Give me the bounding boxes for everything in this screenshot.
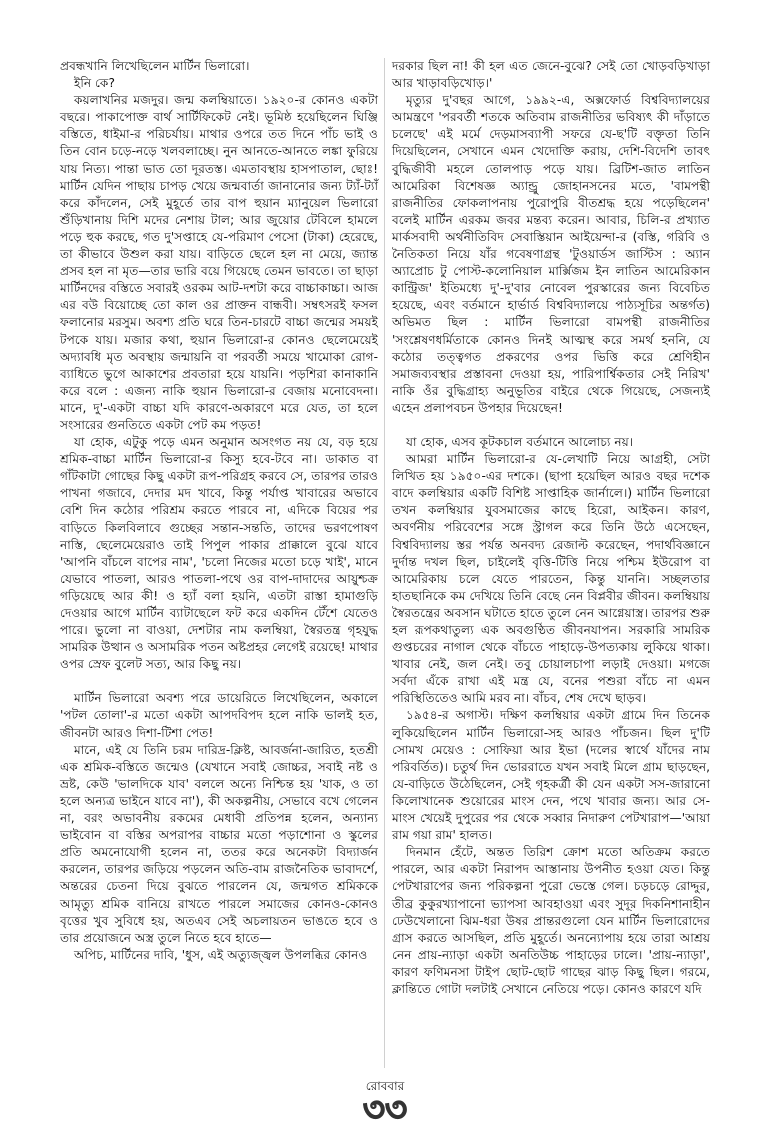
paragraph: দিনমান হেঁটে, অন্তত তিরিশ ক্রোশ মতো অতিক্রম করতে পারলে, আর একটা নিরাপদ আস্তানায় উপনীত হওয়া যেত। কিন্তু পেটখারাপের জন্য পরিকল্পনা পুরো ভেস্তে গেল। চড়চড়ে রোদ্দুর, তীব্র কুকুরখ্যাপানো ভ্যাপসা আবহাওয়া এবং সুদূর দিকনিশানাহীন ঢেউখেলানো ঝিম-ধরা উষর প্রান্তরগুলো যেন মার্টিন ভিলারোদের গ্রাস করতে আসছিল, প্রতি মুহূর্তে। অনন্যোপায় হয়ে তারা আশ্রয় নেন প্রায়-ন্যাড়া একটা অনতিউচ্চ পাহাড়ের ঢালে। 'প্রায়-ন্যাড়া', কারণ ফণিমনসা টাইপ ছোট-ছোট গাছের ঝাড় কিছু ছিল। গরমে, ক্লান্তিতে গোটা দলটাই সেখানে নেতিয়ে পড়ে। কোনও কারণে যদি [392,845,710,996]
paragraph: অপিচ, মার্টিনের দাবি, 'ধুস, এই অত্যুজ্জ্বল উপলব্ধির কোনও [74,947,368,962]
paragraph: মার্টিন ভিলারো অবশ্য পরে ডায়েরিতে লিখেছিলেন, অকালে 'পটল তোলা'-র মতো একটা আপদবিপদ হলে নাকি ভালই হত, জীবনটা আরও দিশা-টিশা পেত! [60,691,378,740]
paragraph: আমরা মার্টিন ভিলারো-র যে-লেখাটি নিয়ে আগ্রহী, সেটা লিখিত হয় ১৯৫০-এর দশকে। (ছাপা হয়েছিল আরও বছর দশেক বাদে কলম্বিয়ার একটি বিশিষ্ট সাপ্তাহিক জার্নালে।) মার্টিন ভিলারো তখন কলম্বিয়ার যুবসমাজের কাছে হিরো, আইকন। কারণ, অবর্ণনীয় পরিবেশের সঙ্গে স্ট্রাগল করে তিনি উঠে এসেছেন, বিশ্ববিদ্যালয় স্তর পর্যন্ত অনবদ্য রেজাল্ট করেছেন, পদার্থবিজ্ঞানে দুর্দান্ত দখল ছিল, চাইলেই বৃত্তি-টিত্তি নিয়ে পশ্চিম ইউরোপ বা আমেরিকায় চলে যেতে পারতেন, কিন্তু যাননি। সচ্ছলতার হাতছানিকে কম দেখিয়ে তিনি বেছে নেন বিপ্লবীর জীবন। কলম্বিয়ায় স্বৈরতন্ত্রের অবসান ঘটাতে হাতে তুলে নেন আগ্নেয়াস্ত্র। তারপর শুরু হল রূপকথাতুল্য এক অবগুণ্ঠিত জীবনযাপন। সরকারি সামরিক গুপ্তচরের নাগাল থেকে বাঁচতে পাহাড়ে-উপত্যকায় লুকিয়ে থাকা। খাবার নেই, জল নেই। তবু চোয়ালচাপা লড়াই দেওয়া। মগজে সর্বদা এঁকে রাখা এই মন্ত্র যে, বনের পশুরা বাঁচে না এমন পরিস্থিতিতেও আমি মরব না। বাঁচব, শেষ দেখে ছাড়ব। [392,452,710,706]
magazine-name: রোববার [365,1079,405,1093]
paragraph: যা হোক, এটুকু পড়ে এমন অনুমান অসংগত নয় যে, বড় হয়ে শ্রমিক-বাচ্চা মার্টিন ভিলারো-র কিস্যু হবে-টবে না। ডাকাত বা গাঁটকাটা গোছের কিছু একটা রূপ-পরিগ্রহ করবে সে, তারপর তারও পাখনা গজাবে, দেদার মদ খাবে, কিন্তু পর্যাপ্ত খাবারের অভাবে বেশি দিন কঠোর পরিশ্রম করতে পারবে না, এদিকে বিয়ের পর বাড়িতে কিলবিলাবে গুচ্ছের সন্তান-সন্ততি, তাদের ভরণপোষণ নাস্তি, ছেলেমেয়েরাও তাই পিপুল পাকার প্রাক্কালে বুঝে যাবে 'আপনি বাঁচলে বাপের নাম', 'চলো নিজের মতো চড়ে খাই', মানে যেভাবে পাতলা, আরও পাতলা-পথে ওর বাপ-দাদাদের আয়ুশ্চক্র গড়িয়েছে আর কী! ও হ্যাঁ বলা হয়নি, এতটা রাস্তা হামাগুড়ি দেওয়ার আগে মার্টিন ব্যাটাছেলে ফট করে একদিন টেঁশে যেতেও পারে। ভুলো না বাওয়া, দেশটার নাম কলম্বিয়া, স্বৈরতন্ত্র গৃহযুদ্ধ সামরিক উত্থান ও অসামরিক পতন অষ্টপ্রহর লেগেই রয়েছে! মাথার ওপর স্রেফ বুলেট সত্য, আর কিছু নয়। [60,435,378,672]
paragraph: কয়লাখনির মজদুর। জন্ম কলম্বিয়াতে। ১৯২০-র কোনও একটা বছরে। পাকাপোক্ত বার্থ সার্টিফিকেট নেই। ভূমিষ্ঠ হয়েছিলেন ঘিঞ্জি বস্তিতে, ধাইমা-র পরিচর্যায়। মাথার ওপরে তত দিনে পাঁচ ভাই ও তিন বোন চড়ে-নড়ে খলবলাচ্ছে। নুন আনতে-আনতে লঙ্কা ফুরিয়ে যায় নিত্য। পান্তা ভাত তো দূরতস্ত। এমতাবস্থায় হাসপাতাল, ছোঃ! মার্টিন যেদিন পাছায় চাপড় খেয়ে জন্মবার্তা জানানোর জন্য ট্যাঁ-ট্যাঁ করে কাঁদলেন, সেই মুহূর্তে তার বাপ হুয়ান ম্যানুয়েল ভিলারো শুঁড়িখানায় দিশি মদের নেশায় টাল; আর জুয়োর টেবিলে হামলে পড়ে হুক করছে, গত দু'সপ্তাহে যে-পরিমাণ পেসো (টাকা) হেরেছে, তা কীভাবে উশুল করা যায়। বাড়িতে ছেলে হল না মেয়ে, জ্যান্ত প্রসব হল না মৃত—তার ভারি বয়ে গিয়েছে তেমন ভাবতে। তা ছাড়া মার্টিনদের বস্তিতে সবারই ওরকম আট-দশটা করে বাচ্চাকাচ্চা। আজ এর বউ বিয়োচ্ছে তো কাল ওর প্রাক্তন বান্ধবী। সম্বৎসরই ফসল ফলানোর মরসুম। অবশ্য প্রতি ঘরে তিন-চারটে বাচ্চা জন্মের সময়ই টপকে যায়। মজার কথা, হুয়ান ভিলারো-র কোনও ছেলেমেয়েই অদ্যাবধি মৃত অবস্থায় জন্মায়নি বা পরবর্তী সময়ে খামোকা রোগ-ব্যাধিতে ভুগে আকাশের প্রবতারা হয়ে যায়নি। পড়শিরা কানাকানি করে বলে : এজন্য নাকি হুয়ান ভিলারো-র বেজায় মনোবেদনা। মানে, দু'-একটা বাচ্চা যদি কারণে-অকারণে মরে যেত, তা হলে সংসারের গুনতিতে একটা পেট কম পড়ত! [60,93,378,432]
paragraph: দরকার ছিল না! কী হল এত জেনে-বুঝে? সেই তো খোড়বড়িখাড়া আর খাড়াবড়িখোড়।' [392,59,710,91]
paragraph: মৃত্যুর দু'বছর আগে, ১৯৯২-এ, অক্সফোর্ড বিশ্ববিদ্যালয়ের আমন্ত্রণে 'পরবর্তী শতকে অতিবাম রাজনীতির ভবিষ্যৎ কী দাঁড়াতে চলেছে' এই মর্মে দেড়মাসব্যাপী সফরে যে-ছ'টি বক্তৃতা তিনি দিয়েছিলেন, সেখানে এমন খেদোক্তি করায়, দেশি-বিদেশি তাবৎ বুদ্ধিজীবী মহলে তোলপাড় পড়ে যায়। ব্রিটিশ-জাত লাতিন আমেরিকা বিশেষজ্ঞ অ্যান্ড্রু জোহানসনের মতে, 'বামপন্থী রাজনীতির ফোকলাপনায় পুরোপুরি বীতশ্রদ্ধ হয়ে পড়েছিলেন' বলেই মার্টিন এরকম জবর মন্তব্য করেন। আবার, চিলি-র প্রখ্যাত মার্কসবাদী অর্থনীতিবিদ সেবাস্তিয়ান আইয়েন্দা-র (বস্তি, গরিবি ও নৈতিকতা নিয়ে যাঁর গবেষণাগ্রন্থ 'টুওয়ার্ডস জাস্টিস : অ্যান অ্যাপ্রোচ টু পোস্ট-কলোনিয়াল মার্ক্সিজম ইন লাতিন আমেরিকান কান্ট্রিজ' ইতিমধ্যে দু'-দু'বার নোবেল পুরস্কারের জন্য বিবেচিত হয়েছে, এবং বর্তমানে হার্ভার্ড বিশ্ববিদ্যালয়ে পাঠ্যসূচির অন্তর্গত) অভিমত ছিল : মার্টিন ভিলারো বামপন্থী রাজনীতির 'সংশ্লেষণধর্মিতাকে কোনও দিনই আত্মস্থ করে সমর্থ হননি, যে কঠোর তত্ত্বগত প্রকরণের ওপর ভিত্তি করে শ্রেণিহীন সমাজব্যবস্থার প্রস্তাবনা দেওয়া হয়, পারিপার্শ্বিকতার সেই নিরিখ' নাকি ওঁর বুদ্ধিগ্রাহ্য অনুভূতির বাইরে থেকে গিয়েছে, সেজন্যই এহেন প্রলাপবচন উপহার দিয়েছেন! [392,93,710,415]
paragraph: মানে, এই যে তিনি চরম দারিদ্র-ক্লিষ্ট, আবর্জনা-জারিত, হতশ্রী এক শ্রমিক-বস্তিতে জন্মেও (যেখানে সবাই জোচ্চর, সবাই নষ্ট ও ভ্রষ্ট, কেউ 'ভালদিকে যাব' বললে অন্যে নিশ্চিন্ত হয় 'যাক, ও তা হলে অন্যত্র ভাইনে যাবে না'), কী অকল্পনীয়, সেভাবে বখে গেলেন না, বরং অভাবনীয় রকমের মেধাবী প্রতিপন্ন হলেন, অন্যান্য ভাইবোন বা বস্তির অপরাপর বাচ্চার মতো পড়াশোনা ও স্কুলের প্রতি অমনোযোগী হলেন না, ততর করে অনেকটা বিদ্যার্জন করলেন, তারপর জড়িয়ে পড়লেন অতি-বাম রাজনৈতিক ভাবাদর্শে, অন্তরের চেতনা দিয়ে বুঝতে পারলেন যে, জন্মগত শ্রমিককে আমৃত্যু শ্রমিক বানিয়ে রাখতে পারলে সমাজের কোনও-কোনও বৃত্তের খুব সুবিধে হয়, অতএব সেই অচলায়তন ভাঙতে হবে ও তার প্রয়োজনে অস্ত্র তুলে নিতে হবে হাতে— [60,742,378,945]
paragraph: যা হোক, এসব কূটকচাল বর্তমানে আলোচ্য নয়। [406,434,634,449]
right-column [392,58,710,998]
paragraph: ইনি কে? [74,76,115,91]
paragraph: ১৯৫৪-র অগাস্ট। দক্ষিণ কলম্বিয়ার একটা গ্রামে দিন তিনেক লুকিয়েছিলেন মার্টিন ভিলারো-সহ আরও পাঁচজন। ছিল দু'টি সোমখ মেয়েও : সোফিয়া আর ইভা (দলের স্বার্থে যাঁদের নাম পরিবর্তিত)। চতুর্থ দিন ভোররাতে যখন সবাই মিলে গ্রাম ছাড়ছেন, যে-বাড়িতে উঠেছিলেন, সেই গৃহকর্ত্রী কী যেন একটা সস-জারানো কিলোখানেক শুয়োরের মাংস দেন, পথে খাবার জন্য। আর সে-মাংস খেয়েই দুপুরের পর থেকে সব্বার নিদারুণ পেটখারাপ—'আয়া রাম গয়া রাম' হালত। [392,708,710,843]
column-divider [384,58,385,1068]
page-number: ৩৩ [362,1090,408,1130]
left-column [60,58,378,964]
paragraph: প্রবন্ধখানি লিখেছিলেন মার্টিন ভিলারো। [60,59,250,73]
